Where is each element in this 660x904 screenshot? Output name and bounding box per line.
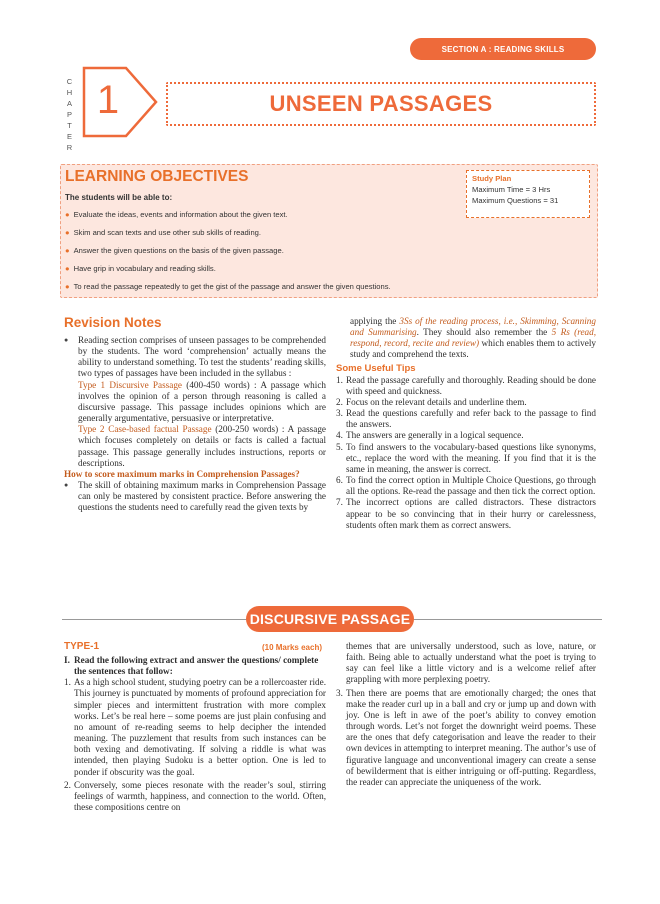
objective-item: ● Evaluate the ideas, events and information about the given text. <box>65 210 288 219</box>
revision-notes-title: Revision Notes <box>64 315 162 330</box>
how-to-score-heading: How to score maximum marks in Comprehension Passages? <box>64 468 300 479</box>
type1-paragraph: Type 1 Discursive Passage (400-450 words) : A passage which involves the opinion of a person through reasoning is called a discursive passage. This passage includes opinions which are generally argumentative, persuasive or interpretative. <box>78 379 326 424</box>
objective-item: ● To read the passage repeatedly to get the gist of the passage and answer the given questions. <box>65 282 391 291</box>
passage-paragraph: 2. Conversely, some pieces resonate with the reader’s soul, stirring feelings of warmth, happiness, and connection to the world. Often, these compositions centre on <box>64 779 326 813</box>
reading-process-paragraph: applying the 3Ss of the reading process, i.e., Skimming, Scanning and Summarising. They should also remember the 5 Rs (read, respond, record, recite and review) which enables them to actively study and comprehend the texts. <box>350 316 597 360</box>
discursive-left-column <box>64 641 326 813</box>
study-plan-questions: Maximum Questions = 31 <box>472 196 559 205</box>
type-label: TYPE-1 <box>64 641 100 652</box>
chapter-title-box <box>166 82 596 126</box>
tip-item: 5. To find answers to the vocabulary-based questions like synonyms, etc., replace the word with the meaning. If you find that it is the same in meaning, the answer is correct. <box>336 441 596 474</box>
chapter-title: UNSEEN PASSAGES <box>269 91 493 116</box>
objective-item: ● Answer the given questions on the basis of the given passage. <box>65 246 284 255</box>
chapter-number: 1 <box>96 78 120 122</box>
discursive-passage-banner: DISCURSIVE PASSAGE <box>246 606 414 632</box>
passage-paragraph: 1. As a high school student, studying poetry can be a rollercoaster ride. This journey is punctuated by moments of profound appreciation for simpler pieces and intermittent frustration with more complex works. Let’s be real here – some poems are just plain confusing and no amount of re-reading seems to help decipher the intended meaning. The puzzlement that results from such instances can be both vexing and demotivating. If solving a riddle is what was intended, then playing Sudoku is a better option. One is led to ponder if obscurity was the goal. <box>64 677 326 777</box>
revision-left-column <box>64 314 326 514</box>
objective-item: ● Have grip in vocabulary and reading skills. <box>65 264 216 273</box>
revision-right-column <box>336 316 596 531</box>
tip-item: 1. Read the passage carefully and thoroughly. Reading should be done with speed and quickness. <box>336 374 596 396</box>
tip-item: 4. The answers are generally in a logical sequence. <box>336 430 524 441</box>
objective-item: ● Skim and scan texts and use other sub skills of reading. <box>65 228 262 237</box>
tip-item: 6. To find the correct option in Multiple Choice Questions, go through all the options. Re-read the passage and then tick the correct option. <box>336 475 596 497</box>
discursive-right-column <box>336 641 596 788</box>
learning-objectives-intro: The students will be able to: <box>65 193 173 202</box>
section-label: SECTION A : READING SKILLS <box>410 38 596 60</box>
study-plan-box <box>466 170 590 218</box>
study-plan-title: Study Plan <box>472 174 512 183</box>
tip-item: 7. The incorrect options are called distractors. These distractors appear to be so convincing that in their hurry or carelessness, students often mark them as correct answers. <box>336 497 596 530</box>
tip-item: 3. Read the questions carefully and refer back to the passage to find the answers. <box>336 408 596 430</box>
passage-paragraph: themes that are universally understood, such as love, nature, or faith. Being able to actually understand what the poet is trying to say can feel like a little victory and is a welcome relief after grappling with more perplexing poetry. <box>346 641 596 685</box>
tip-item: 2. Focus on the relevant details and underline them. <box>336 396 527 407</box>
passage-paragraph: 3. Then there are poems that are emotionally charged; the ones that make the reader curl up in a ball and cry or jump up and down with joy. One is left in awe of the poet’s ability to convey emotion through words. Let’s not forget the downright weird poems. These are the ones that defy categorisation and leave the reader to their own devices in attempting to interpret meaning. The author’s use of figurative language and unconventional imagery can create a sense of bewilderment that is either intriguing or off-putting. Regardless, the reader can appreciate the uniqueness of the work. <box>336 687 596 787</box>
chapter-label: C H A P T E R <box>66 77 74 152</box>
study-plan-time: Maximum Time = 3 Hrs <box>472 185 551 194</box>
revision-paragraph: ● The skill of obtaining maximum marks in Comprehension Passage can only be mastered by consistent practice. Before answering the questions the students need to carefully read the given texts by <box>64 480 326 513</box>
type2-paragraph: Type 2 Case-based factual Passage (200-250 words) : A passage which focuses completely on details or facts is called a factual passage. This passage generally includes instructions, reports or descriptions. <box>78 424 326 468</box>
learning-objectives-title: LEARNING OBJECTIVES <box>65 168 249 185</box>
revision-paragraph: ● Reading section comprises of unseen passages to be comprehended by the students. The word ‘comprehension’ actually means the ability to understand something. To test the students’ reading skills, two types of passages have been included in the syllabus : <box>64 335 326 380</box>
marks-label: (10 Marks each) <box>261 643 322 652</box>
question-instruction: I. Read the following extract and answer the questions/ complete the sentences that follow: <box>64 655 319 677</box>
useful-tips-title: Some Useful Tips <box>336 362 416 374</box>
